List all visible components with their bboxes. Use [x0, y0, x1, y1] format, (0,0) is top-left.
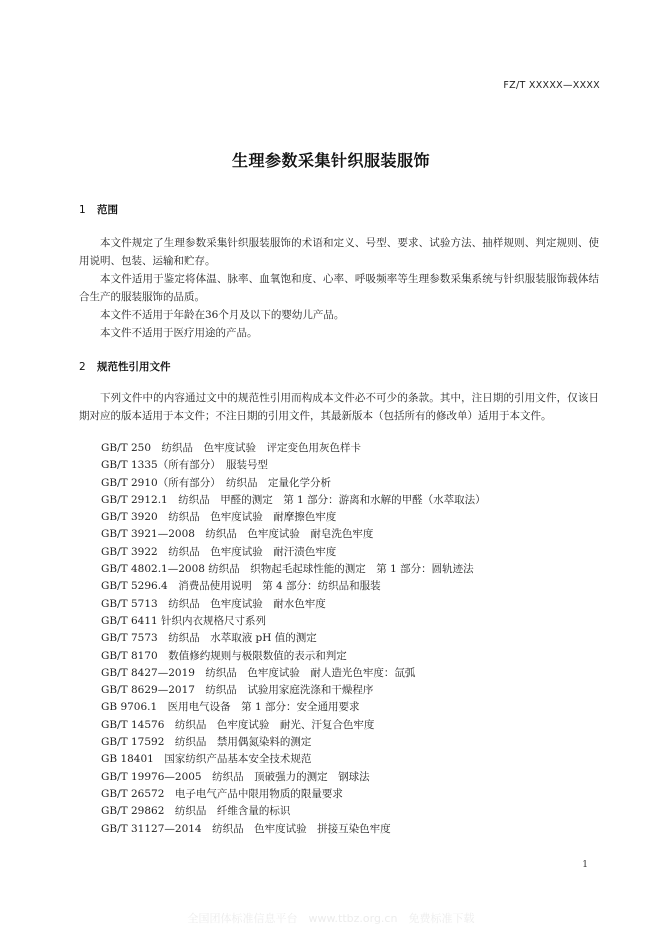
scope-paragraph: 本文件适用于鉴定将体温、脉率、血氧饱和度、心率、呼吸频率等生理参数采集系统与针织服装服饰载体结合生产的服装服饰的品质。: [79, 273, 599, 303]
reference-item: GB/T 5713 纺织品 色牢度试验 耐水色牢度: [101, 597, 326, 610]
section-1-heading: [79, 202, 118, 217]
reference-item: GB/T 8629—2017 纺织品 试验用家庭洗涤和干燥程序: [101, 684, 374, 697]
reference-item: GB/T 7573 纺织品 水萃取液 pH 值的测定: [101, 632, 317, 645]
scope-paragraph: 本文件不适用于年龄在36个月及以下的婴幼儿产品。: [100, 309, 345, 321]
scope-paragraph: 本文件规定了生理参数采集针织服装服饰的术语和定义、号型、要求、试验方法、抽样规则、判定规则、使用说明、包装、运输和贮存。: [79, 237, 599, 267]
normative-references-list: [101, 440, 486, 838]
reference-item: GB/T 5296.4 消费品使用说明 第 4 部分：纺织品和服装: [101, 580, 381, 593]
reference-item: GB/T 3922 纺织品 色牢度试验 耐汗渍色牢度: [101, 545, 337, 558]
reference-item: GB 9706.1 医用电气设备 第 1 部分：安全通用要求: [101, 701, 360, 714]
reference-item: GB/T 19976—2005 纺织品 顶破强力的测定 钢球法: [101, 770, 370, 783]
section-title: 范围: [97, 204, 118, 216]
references-intro-paragraph: 下列文件中的内容通过文中的规范性引用而构成本文件必不可少的条款。其中，注日期的引用文件，仅该日期对应的版本适用于本文件；不注日期的引用文件，其最新版本（包括所有的修改单）适用于本文件。: [79, 392, 599, 422]
reference-item: GB/T 8427—2019 纺织品 色牢度试验 耐人造光色牢度：氙弧: [101, 666, 416, 679]
reference-item: GB/T 14576 纺织品 色牢度试验 耐光、汗复合色牢度: [101, 718, 375, 731]
scope-paragraph: 本文件不适用于医疗用途的产品。: [100, 327, 258, 339]
section-number: 2: [79, 361, 86, 373]
standard-code: FZ/T XXXXX—XXXX: [503, 80, 600, 91]
reference-item: GB/T 17592 纺织品 禁用偶氮染料的测定: [101, 736, 312, 749]
reference-item: GB/T 31127—2014 纺织品 色牢度试验 拼接互染色牢度: [101, 822, 391, 835]
section-2-heading: [79, 359, 171, 374]
reference-item: GB/T 8170 数值修约规则与极限数值的表示和判定: [101, 649, 347, 662]
reference-item: GB/T 4802.1—2008 纺织品 织物起毛起球性能的测定 第 1 部分：圆轨迹法: [101, 563, 474, 576]
reference-item: GB/T 250 纺织品 色牢度试验 评定变色用灰色样卡: [101, 442, 362, 454]
reference-item: GB/T 3920 纺织品 色牢度试验 耐摩擦色牢度: [101, 511, 337, 524]
reference-item: GB/T 26572 电子电气产品中限用物质的限量要求: [101, 787, 343, 800]
section-title: 规范性引用文件: [97, 361, 171, 373]
section-number: 1: [79, 204, 86, 216]
reference-item: GB/T 29862 纺织品 纤维含量的标识: [101, 805, 291, 818]
reference-item: GB/T 2912.1 纺织品 甲醛的测定 第 1 部分：游离和水解的甲醛（水萃取法）: [101, 493, 486, 506]
document-title: 生理参数采集针织服装服饰: [231, 151, 430, 170]
reference-item: GB/T 3921—2008 纺织品 色牢度试验 耐皂洗色牢度: [101, 528, 374, 541]
reference-item: GB 18401 国家纺织产品基本安全技术规范: [101, 753, 312, 766]
reference-item: GB/T 1335（所有部分） 服装号型: [101, 459, 268, 472]
watermark-text: 全国团体标准信息平台 www.ttbz.org.cn 免费标准下载: [187, 912, 475, 925]
page-number: 1: [582, 860, 588, 870]
reference-item: GB/T 2910（所有部分） 纺织品 定量化学分析: [101, 476, 331, 489]
reference-item: GB/T 6411 针织内衣规格尺寸系列: [101, 614, 267, 627]
